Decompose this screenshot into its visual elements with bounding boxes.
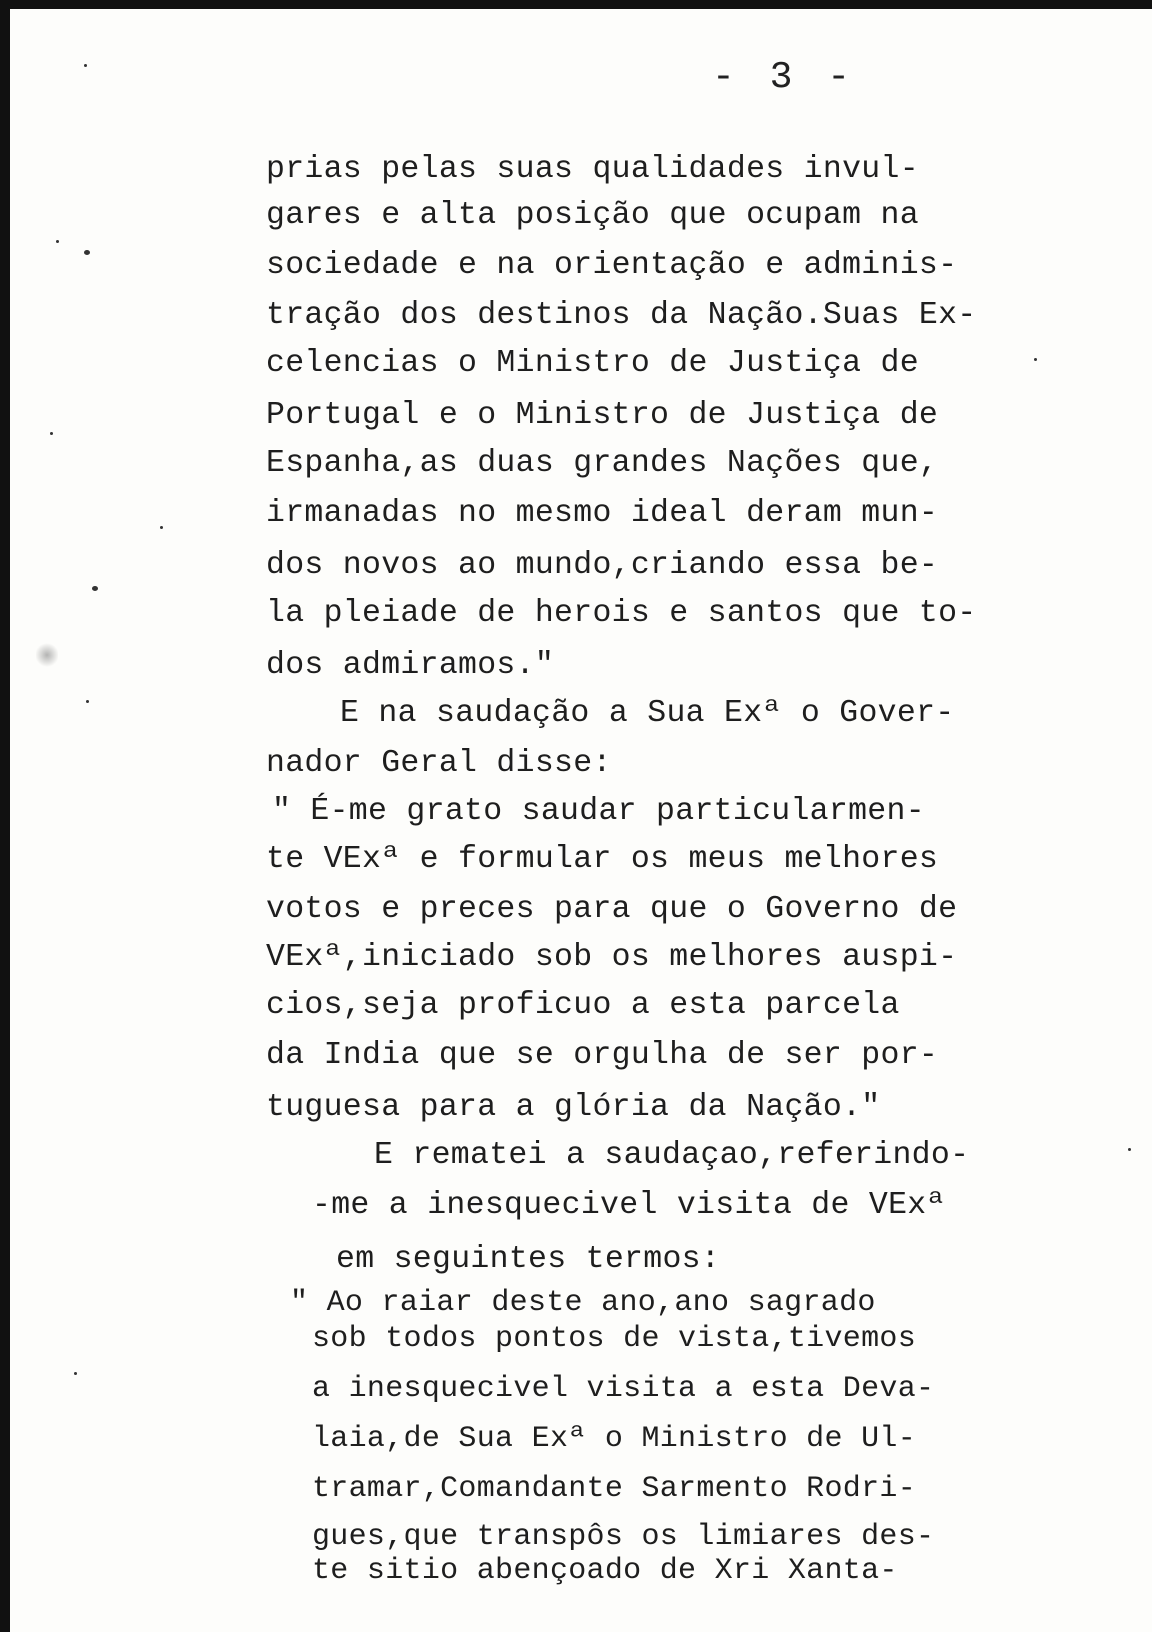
scan-speck [92, 586, 98, 591]
text-line: prias pelas suas qualidades invul- [266, 152, 919, 187]
scan-speck [56, 240, 59, 243]
text-line: tramar,Comandante Sarmento Rodri- [312, 1472, 916, 1506]
scan-speck [84, 250, 90, 255]
text-line: gues,que transpôs os limiares des- [312, 1520, 935, 1554]
text-line: tuguesa para a glória da Nação." [266, 1090, 881, 1125]
scan-smudge [36, 642, 58, 668]
text-line: dos novos ao mundo,criando essa be- [266, 548, 939, 583]
text-line: VExª,iniciado sob os melhores auspi- [266, 940, 958, 975]
scan-speck [84, 64, 87, 67]
text-line: " É-me grato saudar particularmen- [272, 794, 925, 829]
text-line: E na saudação a Sua Exª o Gover- [340, 696, 955, 731]
scan-speck [86, 700, 89, 703]
text-line: tração dos destinos da Nação.Suas Ex- [266, 298, 977, 333]
text-line: " Ao raiar deste ano,ano sagrado [290, 1286, 876, 1320]
text-line: gares e alta posição que ocupam na [266, 198, 919, 233]
text-line: Espanha,as duas grandes Nações que, [266, 446, 939, 481]
scan-speck [74, 1372, 77, 1375]
scan-speck [1128, 1148, 1131, 1151]
text-line: irmanadas no mesmo ideal deram mun- [266, 496, 939, 531]
text-line: da India que se orgulha de ser por- [266, 1038, 939, 1073]
text-line: laia,de Sua Exª o Ministro de Ul- [312, 1422, 916, 1456]
text-line: E rematei a saudaçao,referindo- [374, 1138, 970, 1173]
text-line: cios,seja proficuo a esta parcela [266, 988, 900, 1023]
text-line: te sitio abençoado de Xri Xanta- [312, 1554, 898, 1588]
text-line: sob todos pontos de vista,tivemos [312, 1322, 916, 1356]
text-line: a inesquecivel visita a esta Deva- [312, 1372, 935, 1406]
text-line: Portugal e o Ministro de Justiça de [266, 398, 939, 433]
page-top-edge [0, 0, 1152, 9]
text-line: nador Geral disse: [266, 746, 612, 781]
text-line: dos admiramos." [266, 648, 555, 683]
text-line: em seguintes termos: [336, 1242, 721, 1277]
text-line: celencias o Ministro de Justiça de [266, 346, 919, 381]
scan-speck [1034, 358, 1037, 361]
text-line: votos e preces para que o Governo de [266, 892, 958, 927]
text-line: sociedade e na orientação e adminis- [266, 248, 958, 283]
page-left-edge [0, 0, 10, 1632]
text-line: te VExª e formular os meus melhores [266, 842, 939, 877]
scan-speck [160, 526, 163, 529]
scan-speck [50, 432, 53, 435]
text-line: la pleiade de herois e santos que to- [266, 596, 977, 631]
page-number: - 3 - [712, 56, 857, 99]
text-line: -me a inesquecivel visita de VExª [312, 1188, 946, 1223]
